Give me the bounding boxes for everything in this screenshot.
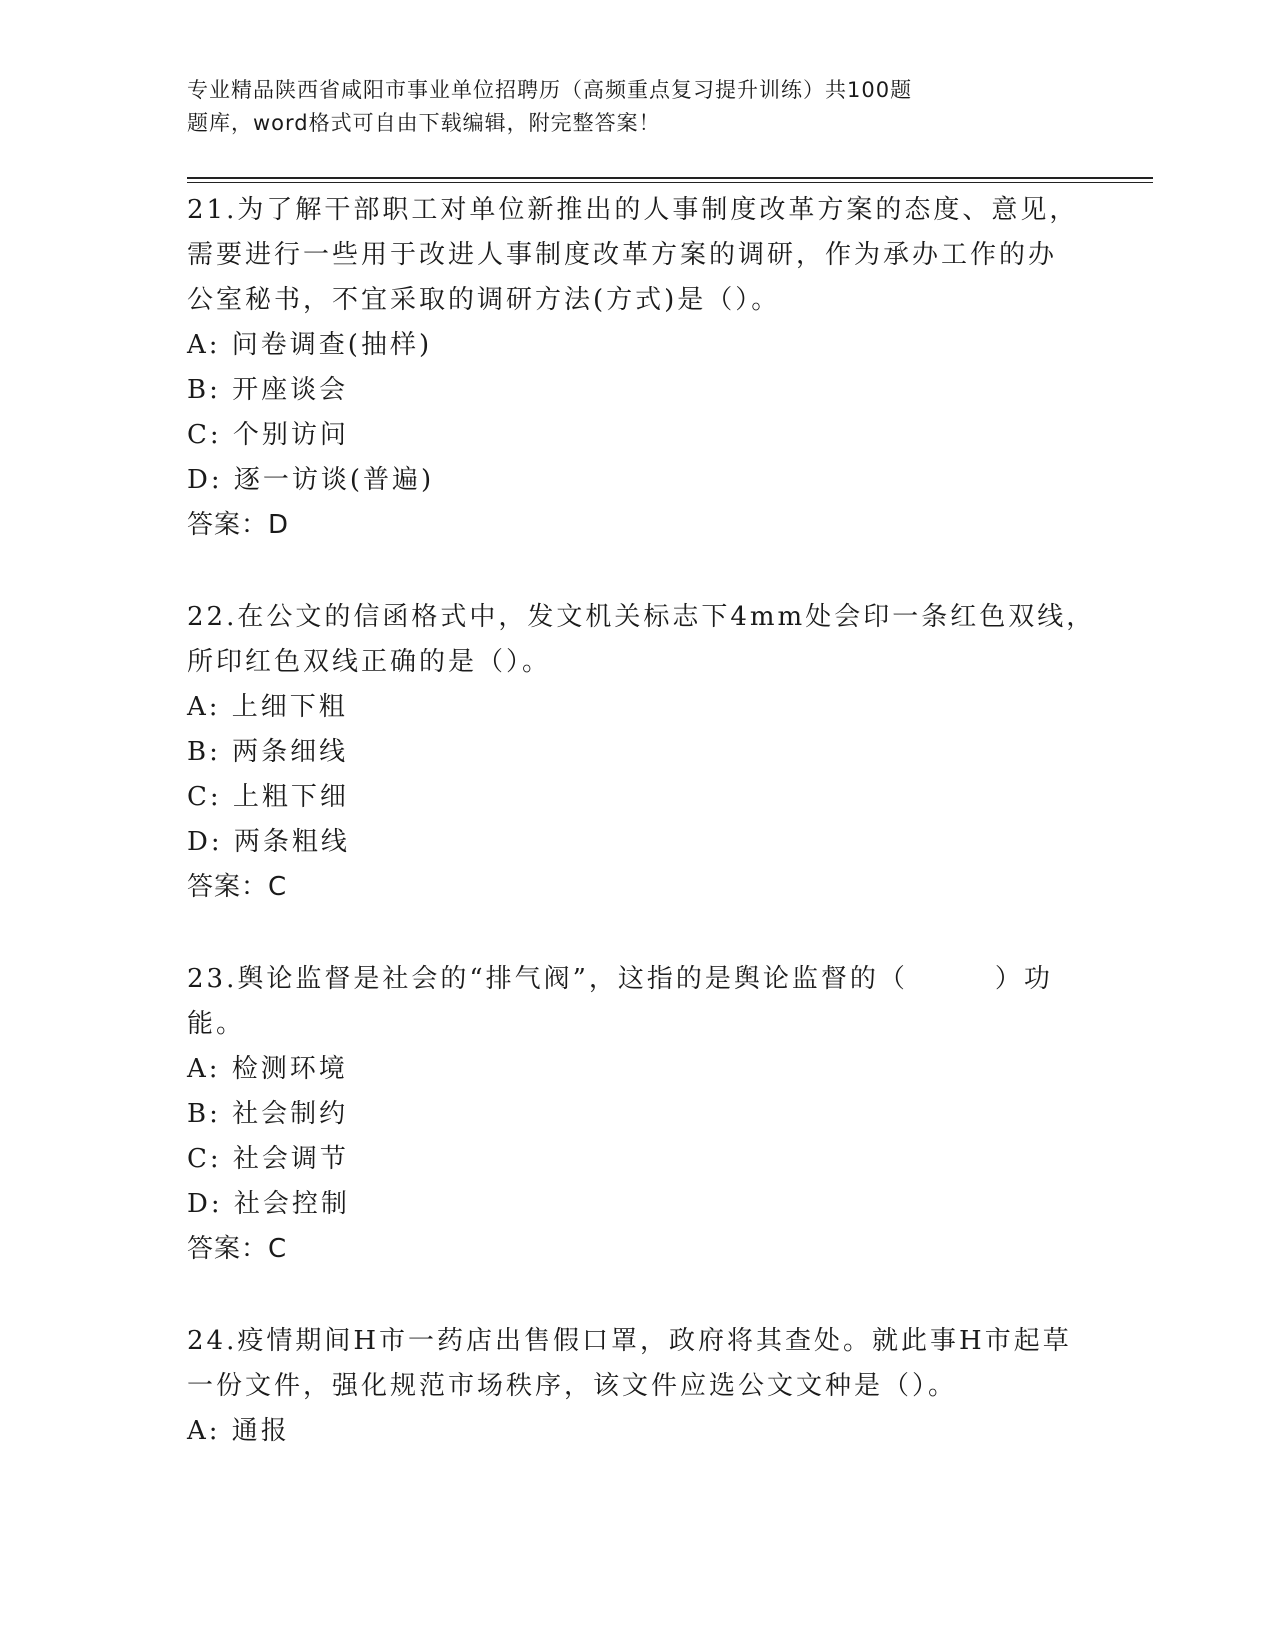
option-b: B: 开座谈会 bbox=[187, 375, 349, 405]
document-header bbox=[187, 74, 1067, 140]
question-stem-line: 一份文件，强化规范市场秩序，该文件应选公文文种是（）。 bbox=[187, 1371, 958, 1401]
question-24 bbox=[187, 1319, 1087, 1454]
answer-label: 答案：C bbox=[187, 872, 288, 902]
option-c: C: 上粗下细 bbox=[187, 782, 349, 812]
question-stem-line: 公室秘书，不宜采取的调研方法(方式)是（）。 bbox=[187, 285, 781, 315]
question-stem-line: 22.在公文的信函格式中，发文机关标志下4mm处会印一条红色双线， bbox=[187, 602, 1096, 632]
option-b: B: 两条细线 bbox=[187, 737, 349, 767]
question-stem-line: 24.疫情期间H市一药店出售假口罩，政府将其查处。就此事H市起草 bbox=[187, 1326, 1072, 1356]
option-c: C: 个别访问 bbox=[187, 420, 349, 450]
option-d: D: 逐一访谈(普遍) bbox=[187, 465, 435, 495]
question-22 bbox=[187, 595, 1096, 910]
answer-label: 答案：D bbox=[187, 510, 290, 540]
header-divider-thin bbox=[187, 182, 1153, 183]
option-a: A: 检测环境 bbox=[187, 1054, 348, 1084]
header-title-line-2: 题库，word格式可自由下载编辑，附完整答案！ bbox=[187, 111, 661, 135]
option-a: A: 通报 bbox=[187, 1416, 290, 1446]
header-divider-thick bbox=[187, 177, 1153, 179]
option-a: A: 问卷调查(抽样) bbox=[187, 330, 433, 360]
question-stem-line: 能。 bbox=[187, 1009, 246, 1039]
option-a: A: 上细下粗 bbox=[187, 692, 348, 722]
question-list bbox=[187, 188, 1096, 1501]
question-stem-line: 23.舆论监督是社会的“排气阀”，这指的是舆论监督的（ ）功 bbox=[187, 964, 1053, 994]
header-title-line-1: 专业精品陕西省咸阳市事业单位招聘历（高频重点复习提升训练）共100题 bbox=[187, 78, 913, 102]
question-21 bbox=[187, 188, 1087, 548]
question-stem-line: 需要进行一些用于改进人事制度改革方案的调研，作为承办工作的办 bbox=[187, 240, 1058, 270]
option-c: C: 社会调节 bbox=[187, 1144, 349, 1174]
answer-label: 答案：C bbox=[187, 1234, 288, 1264]
option-d: D: 社会控制 bbox=[187, 1189, 350, 1219]
option-d: D: 两条粗线 bbox=[187, 827, 350, 857]
question-23 bbox=[187, 957, 1087, 1272]
option-b: B: 社会制约 bbox=[187, 1099, 349, 1129]
question-stem-line: 21.为了解干部职工对单位新推出的人事制度改革方案的态度、意见， bbox=[187, 195, 1079, 225]
question-stem-line: 所印红色双线正确的是（）。 bbox=[187, 647, 552, 677]
